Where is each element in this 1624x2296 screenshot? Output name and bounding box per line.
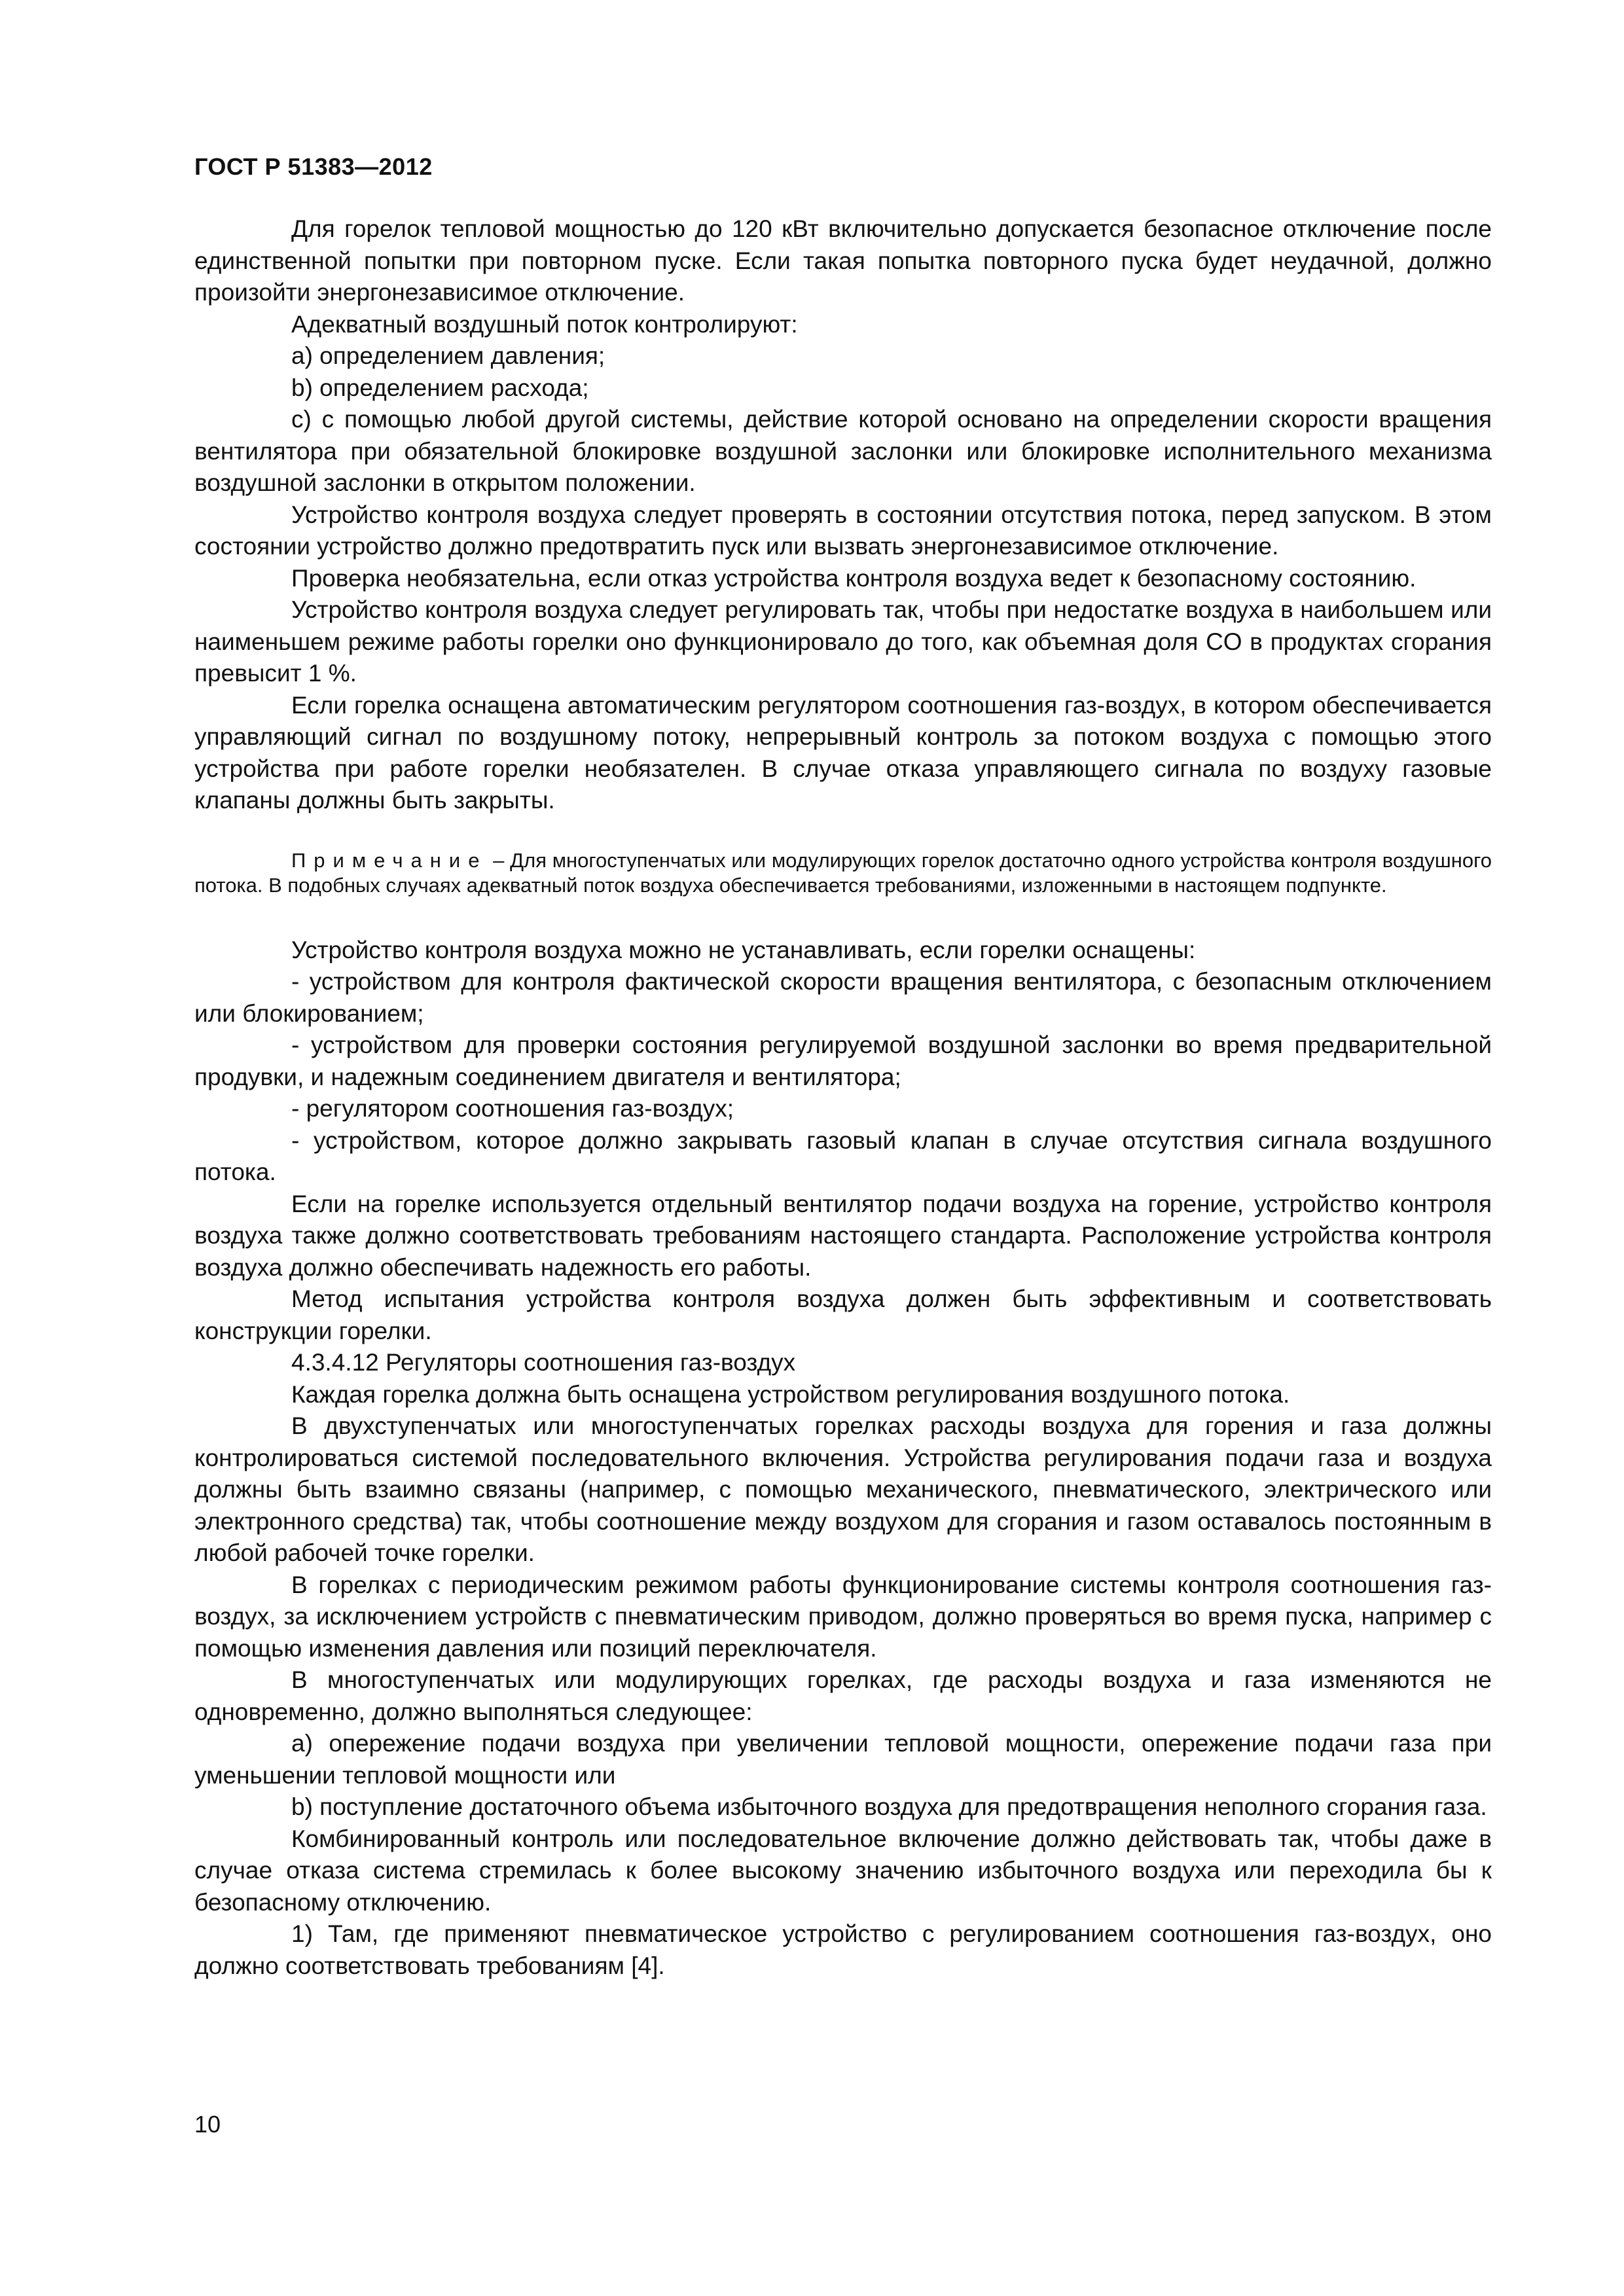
paragraph: Устройство контроля воздуха следует проверять в состоянии отсутствия потока, перед запуском. В этом состоянии устройство должно предотвратить пуск или вызвать энергонезависимое отключение.	[194, 501, 1492, 560]
paragraph: Адекватный воздушный поток контролируют:	[291, 310, 798, 338]
paragraph: Для горелок тепловой мощностью до 120 кВт включительно допускается безопасное отключение после единственной попытки при повторном пуске. Если такая попытка повторного пуска будет неудачной, должно произойти энергонезависимое отключение.	[194, 215, 1492, 306]
list-item: c) с помощью любой другой системы, действие которой основано на определении скорости вращения вентилятора при обязательной блокировке воздушной заслонки или блокировке исполнительного механизма воздушной заслонки в открытом положении.	[194, 406, 1492, 496]
paragraph: Если на горелке используется отдельный вентилятор подачи воздуха на горение, устройство контроля воздуха также должно соответствовать требованиям настоящего стандарта. Расположение устройства контроля воздуха должно обеспечивать надежность его работы.	[194, 1190, 1492, 1281]
note-block	[194, 848, 1492, 898]
paragraph: Метод испытания устройства контроля воздуха должен быть эффективным и соответствовать конструкции горелки.	[194, 1285, 1492, 1344]
list-item: a) опережение подачи воздуха при увеличении тепловой мощности, опережение подачи газа при уменьшении тепловой мощности или	[194, 1730, 1492, 1789]
paragraph: Каждая горелка должна быть оснащена устройством регулирования воздушного потока.	[291, 1380, 1290, 1408]
list-item: - регулятором соотношения газ-воздух;	[291, 1095, 734, 1122]
paragraph: Устройство контроля воздуха можно не устанавливать, если горелки оснащены:	[291, 936, 1196, 963]
list-item: - устройством для проверки состояния регулируемой воздушной заслонки во время предварительной продувки, и надежным соединением двигателя и вентилятора;	[194, 1031, 1492, 1090]
document-header: ГОСТ Р 51383—2012	[194, 153, 433, 180]
paragraph: Если горелка оснащена автоматическим регулятором соотношения газ-воздух, в котором обеспечивается управляющий сигнал по воздушному потоку, непрерывный контроль за потоком воздуха с помощью этого устройства при работе горелки необязателен. В случае отказа управляющего сигнала по воздуху газовые клапаны должны быть закрыты.	[194, 691, 1492, 814]
list-item: a) определением давления;	[291, 342, 605, 369]
paragraph: 1) Там, где применяют пневматическое устройство с регулированием соотношения газ-воздух, оно должно соответствовать требованиям [4].	[194, 1920, 1492, 1979]
note-label: Примечание	[291, 848, 488, 872]
section-heading: 4.3.4.12 Регуляторы соотношения газ-воздух	[291, 1349, 796, 1376]
document-body	[194, 213, 1492, 1982]
paragraph: Устройство контроля воздуха следует регулировать так, чтобы при недостатке воздуха в наибольшем или наименьшем режиме работы горелки оно функционировало до того, как объемная доля CO в продуктах сгорания превысит 1 %.	[194, 596, 1492, 687]
page-number: 10	[194, 2111, 221, 2138]
list-item: b) поступление достаточного объема избыточного воздуха для предотвращения неполного сгорания газа.	[291, 1793, 1487, 1820]
paragraph: В двухступенчатых или многоступенчатых горелках расходы воздуха для горения и газа должны контролироваться системой последовательного включения. Устройства регулирования подачи газа и воздуха должны быть взаимно связаны (например, с помощью механического, пневматического, электрического или электронного средства) так, чтобы соотношение между воздухом для сгорания и газом оставалось постоянным в любой рабочей точке горелки.	[194, 1412, 1492, 1566]
list-item: b) определением расхода;	[291, 374, 589, 401]
paragraph: В горелках с периодическим режимом работы функционирование системы контроля соотношения газ-воздух, за исключением устройств с пневматическим приводом, должно проверяться во время пуска, например с помощью изменения давления или позиций переключателя.	[194, 1571, 1492, 1662]
paragraph: Проверка необязательна, если отказ устройства контроля воздуха ведет к безопасному состоянию.	[291, 564, 1416, 592]
note-text: – Для многоступенчатых или модулирующих горелок достаточно одного устройства контроля воздушного потока. В подобных случаях адекватный поток воздуха обеспечивается требованиями, изложенными в настоящем подпункте.	[194, 848, 1492, 897]
list-item: - устройством, которое должно закрывать газовый клапан в случае отсутствия сигнала воздушного потока.	[194, 1126, 1492, 1185]
paragraph: В многоступенчатых или модулирующих горелках, где расходы воздуха и газа изменяются не одновременно, должно выполняться следующее:	[194, 1666, 1492, 1725]
list-item: - устройством для контроля фактической скорости вращения вентилятора, с безопасным отключением или блокированием;	[194, 968, 1492, 1027]
paragraph: Комбинированный контроль или последовательное включение должно действовать так, чтобы даже в случае отказа система стремилась к более высокому значению избыточного воздуха или переходила бы к безопасному отключению.	[194, 1825, 1492, 1916]
